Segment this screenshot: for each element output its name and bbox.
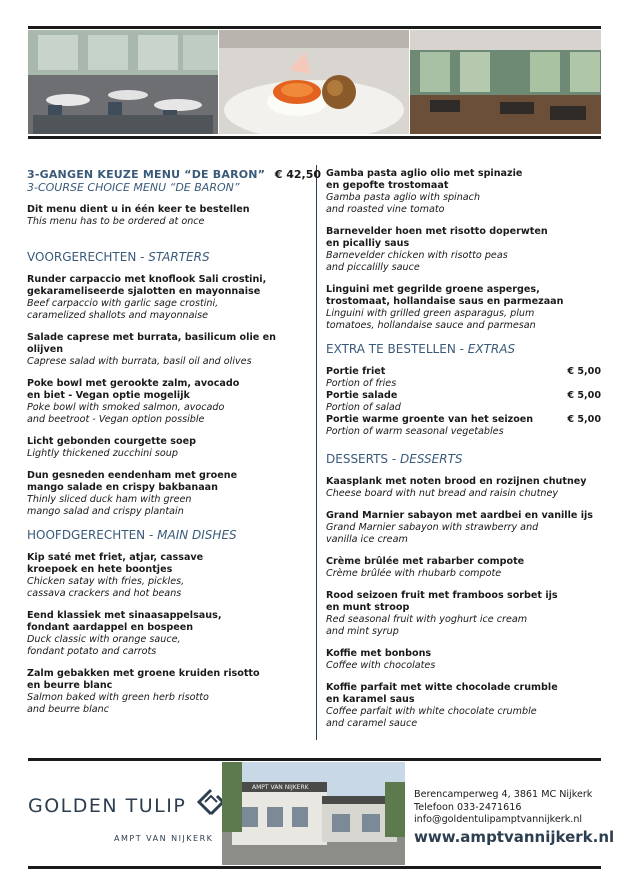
item-name-en: Coffee with chocolates <box>326 660 436 671</box>
item-name-nl: Eend klassiek met sinaasappelsaus, fondant aardappel en bospeen <box>27 610 222 633</box>
item-name-en: Lightly thickened zucchini soup <box>27 448 178 459</box>
item-name-nl: Gamba pasta aglio olio met spinazie en gepofte trostomaat <box>326 168 523 191</box>
item-name-en: Caprese salad with burrata, basil oil and olives <box>27 356 252 367</box>
sub-brand: AMPT VAN NIJKERK <box>114 834 214 843</box>
hotel-building-photo <box>222 762 405 865</box>
item-name-nl: Linguini met gegrilde groene asperges, trostomaat, hollandaise saus en parmezaan <box>326 284 564 307</box>
item-name-nl: Koffie met bonbons <box>326 648 432 659</box>
item-name-en: Duck classic with orange sauce, fondant potato and carrots <box>27 634 181 657</box>
item-name-en: Poke bowl with smoked salmon, avocado and beetroot - Vegan option possible <box>27 402 225 425</box>
top-rule <box>28 26 601 29</box>
menu-item <box>27 668 309 716</box>
dish-photo <box>219 30 409 134</box>
item-name-nl: Crème brûlée met rabarber compote <box>326 556 525 567</box>
right-column <box>326 168 601 740</box>
item-name-en: Red seasonal fruit with yoghurt ice cream and mint syrup <box>326 614 528 637</box>
brand-name: GOLDEN TULIP <box>28 795 187 817</box>
item-name-nl: Dun gesneden eendenham met groene mango salade en crispy bakbanaan <box>27 470 238 493</box>
extra-item <box>326 414 601 438</box>
item-name-en: Beef carpaccio with garlic sage crostini, caramelized shallots and mayonnaise <box>27 298 219 321</box>
item-name-nl: Runder carpaccio met knoflook Sali crostini, gekarameliseerde sjalotten en mayonnaise <box>27 274 267 297</box>
item-name-en: Portion of salad <box>326 402 401 413</box>
menu-item <box>27 610 309 658</box>
item-name-en: Cheese board with nut bread and raisin chutney <box>326 488 559 499</box>
extra-item <box>326 390 601 414</box>
menu-item <box>326 476 601 500</box>
item-name-nl: Licht gebonden courgette soep <box>27 436 196 447</box>
item-name-nl: Poke bowl met gerookte zalm, avocado en biet - Vegan optie mogelijk <box>27 378 240 401</box>
item-name-en: Thinly sliced duck ham with green mango salad and crispy plantain <box>27 494 192 517</box>
item-name-nl: Portie salade <box>326 390 398 401</box>
menu-price: € 42,50 <box>274 168 321 181</box>
column-divider <box>316 165 317 740</box>
email-link[interactable]: info@goldentulipamptvannijkerk.nl <box>414 814 583 825</box>
website-link[interactable]: www.amptvannijkerk.nl <box>414 828 615 846</box>
item-name-nl: Rood seizoen fruit met framboos sorbet ijs en munt stroop <box>326 590 558 613</box>
item-name-en: Linguini with grilled green asparagus, plum tomatoes, hollandaise sauce and parmesan <box>326 308 536 331</box>
menu-item <box>27 332 309 368</box>
menu-item <box>326 284 601 332</box>
item-name-en: Chicken satay with fries, pickles, cassava crackers and hot beans <box>27 576 185 599</box>
menu-item <box>326 226 601 274</box>
building-sign: AMPT VAN NIJKERK <box>252 784 309 791</box>
menu-item <box>326 168 601 216</box>
starters-heading: VOORGERECHTEN - STARTERS <box>27 250 210 264</box>
item-price: € 5,00 <box>567 366 601 377</box>
item-name-nl: Portie friet <box>326 366 386 377</box>
item-name-en: Portion of warm seasonal vegetables <box>326 426 504 437</box>
menu-title-en: 3-COURSE CHOICE MENU “DE BARON” <box>27 181 240 194</box>
menu-note-en: This menu has to be ordered at once <box>27 216 205 227</box>
menu-note-nl: Dit menu dient u in één keer te bestellen <box>27 204 250 215</box>
menu-item <box>326 556 601 580</box>
menu-item <box>27 552 309 600</box>
left-column <box>27 168 321 726</box>
item-name-en: Portion of fries <box>326 378 397 389</box>
menu-item <box>27 274 309 322</box>
item-name-nl: Salade caprese met burrata, basilicum olie en olijven <box>27 332 276 355</box>
desserts-heading: DESSERTS - DESSERTS <box>326 452 463 466</box>
item-price: € 5,00 <box>567 414 601 425</box>
menu-item <box>27 378 309 426</box>
top-rule-lower <box>28 136 601 139</box>
phone: Telefoon 033-2471616 <box>414 801 522 813</box>
extra-item <box>326 366 601 390</box>
contact-block <box>414 789 592 827</box>
item-name-nl: Zalm gebakken met groene kruiden risotto en beurre blanc <box>27 668 260 691</box>
item-name-en: Gamba pasta aglio with spinach and roasted vine tomato <box>326 192 481 215</box>
bottom-rule-lower <box>28 866 601 869</box>
item-name-en: Barnevelder chicken with risotto peas and piccalilly sauce <box>326 250 508 273</box>
menu-item <box>27 436 309 460</box>
item-name-en: Salmon baked with green herb risotto and beurre blanc <box>27 692 209 715</box>
item-name-nl: Portie warme groente van het seizoen <box>326 414 534 425</box>
restaurant-photo-right <box>410 30 601 134</box>
item-name-nl: Koffie parfait met witte chocolade crumble en karamel saus <box>326 682 558 705</box>
item-name-nl: Kip saté met friet, atjar, cassave kroepoek en hete boontjes <box>27 552 204 575</box>
bottom-rule <box>28 758 601 761</box>
mains-heading: HOOFDGERECHTEN - MAIN DISHES <box>27 528 237 542</box>
item-name-nl: Grand Marnier sabayon met aardbei en vanille ijs <box>326 510 594 521</box>
menu-item <box>326 590 601 638</box>
menu-item <box>27 470 309 518</box>
item-name-nl: Barnevelder hoen met risotto doperwten en picalliy saus <box>326 226 548 249</box>
item-name-en: Coffee parfait with white chocolate crumble and caramel sauce <box>326 706 537 729</box>
item-name-nl: Kaasplank met noten brood en rozijnen chutney <box>326 476 587 487</box>
menu-item <box>326 682 601 730</box>
item-name-en: Grand Marnier sabayon with strawberry and vanilla ice cream <box>326 522 539 545</box>
restaurant-photo-left <box>28 30 218 134</box>
menu-title-nl: 3-GANGEN KEUZE MENU “DE BARON” <box>27 168 266 181</box>
golden-tulip-logo <box>28 788 229 843</box>
menu-title-block <box>27 168 321 194</box>
extras-heading: EXTRA TE BESTELLEN - EXTRAS <box>326 342 516 356</box>
item-price: € 5,00 <box>567 390 601 401</box>
menu-item <box>326 648 601 672</box>
item-name-en: Crème brûlée with rhubarb compote <box>326 568 502 579</box>
menu-item <box>326 510 601 546</box>
address: Berencamperweg 4, 3861 MC Nijkerk <box>414 789 593 800</box>
